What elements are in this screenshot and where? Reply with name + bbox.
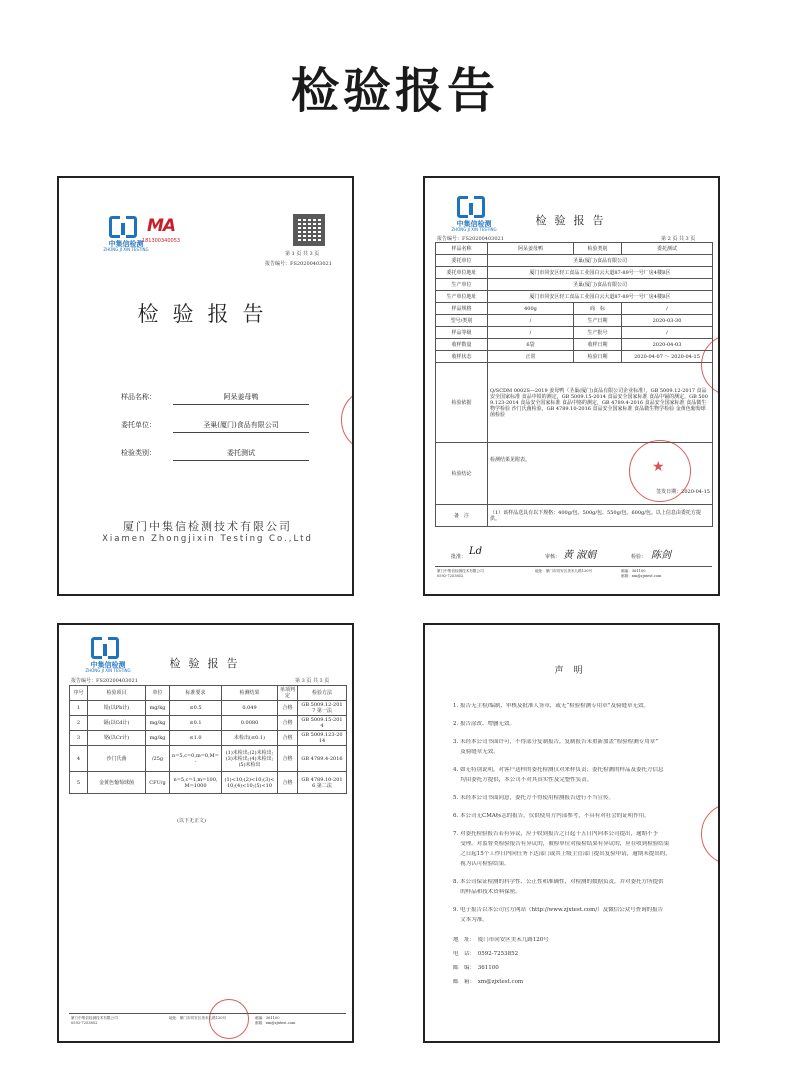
declaration-page: 声明 1. 报告无主检/编制、审核及批准人签章，或无“检验检测专用章”及骑缝章无效。 2. 报告涂改、增删无效。 3. 未经本公司书面许可，不得部分复制报告，复制报告未重新加盖“检验检测专用章” 及骑缝章无效。 4. 如无特别说明，对客户送样的委托检测仅对来样负责；委托检测的样品及委托方信息 均由委托方提供，本公司不对其真实性及完整性负责。 5. 未经本公司书面同意，委托方不得使用检测报告进行不当宣传。 6. 本公司无CMA标志的报告，仅供使用方内部参考，不具有对社会的证明作用。 7. 对委托检验报告若有异议，应于收到报告之日起十五日内向本公司提出，逾期不予 受理。对监督类检验报告有异议的，被检单位对接检结果有异议的，应在收到检验结果 之日起15个工作日内向任务下达部门或其上级主管部门提出复验申请，逾期未提出的， 视为认可检验结果。 8. 本公司保证检测的科学性、公正性和准确性，对检测的数据负责，并对委托方所提供 的样品和技术资料保密。 9. 电子报告以本公司官方网站（http://www.zjxtest.com/）及微信公众号查询的报告 文本为准。 地 址： 厦门市同安区美禾九路120号 电 话： 0592-7253852 邮 编： 361100 邮 箱： xm@zjxtest.com: [423, 623, 720, 1043]
test-results-page: 中集信检测 ZHONG JI XIN TESTING 检验报告 报告编号：FS20200403021 第 3 页 共 3 页 序号 检验项目 单位 标准要求 检测结果 单项判定 检验方法 1 铅(以Pb计) mg/kg ≤0.5 0.049 合格 GB 5009.12-2017 第一法 2 镉(以Cd计) mg/kg ≤0.1 0.0080 合格 GB 5009.15-2014 3 铬(以Cr计) mg/kg ≤1.0 未检出(≤0.1) 合格 GB 5009.123-2014 4 沙门氏菌 /25g n=5,c=0,m=0,M=- (1)未检出;(2)未检出;(3)未检出;(4)未检出;(5)未检出 合格 GB 4789.4-2016 5 金黄色葡萄球菌 CFU/g n=5,c=1,m=100,M=1000 (1)<10;(2)<10;(3)<10;(4)<10;(5)<10 合格 GB 4789.10-2016 第二法 (以下无正文) 厦门中集信检测技术有限公司 0592-7253852 地址：厦门市同安区美禾九路120号 邮编：361100 邮箱：xm@zjxtest.com: [57, 623, 354, 1043]
test-results-table: [69, 685, 347, 794]
page-title: 检验报告: [290, 63, 499, 119]
table-row: 5 金黄色葡萄球菌 CFU/g n=5,c=1,m=100,M=1000 (1)<10;(2)<10;(3)<10;(4)<10;(5)<10 合格 GB 4789.10-2016 第二法: [70, 772, 347, 794]
client-field: 委托单位： 圣巢(厦门)食品有限公司: [121, 418, 321, 432]
report-title: 检验报告: [169, 657, 246, 670]
table-row: 收样状态 正常 检验日期 2020-04-07 ～ 2020-04-15: [436, 351, 713, 363]
end-note: (以下无正文): [177, 818, 206, 824]
page-number: 第 1 页 共 3 页: [285, 251, 320, 257]
company-logo: 中集信检测 ZHONG JI XIN TESTING: [445, 196, 503, 232]
declaration-title: 声明: [554, 666, 593, 676]
red-seal-icon: [701, 803, 720, 865]
company-logo: 中集信检测 ZHONG JI XIN TESTING: [97, 216, 155, 252]
table-row: 3 铬(以Cr计) mg/kg ≤1.0 未检出(≤0.1) 合格 GB 5009.123-2014: [70, 731, 347, 746]
table-row: 生产单位 圣巢(厦门)食品有限公司: [436, 279, 713, 291]
company-logo: 中集信检测 ZHONG JI XIN TESTING: [79, 637, 137, 673]
contact-address: 地 址： 厦门市同安区美禾九路120号: [453, 937, 549, 943]
contact-email: 邮 箱： xm@zjxtest.com: [453, 979, 524, 985]
page-number: 第 2 页 共 3 页: [661, 236, 696, 242]
table-row: 备 注 （1）该样品送具有以下规格：400g/包、500g/包、550g/包、600g/包。以上信息由委托方提供。: [436, 505, 713, 527]
page-number: 第 3 页 共 3 页: [295, 678, 330, 684]
report-number: 报告编号：FS20200403021: [265, 261, 332, 267]
qr-code-icon: [293, 214, 325, 246]
table-row: 型号/类别 / 生产日期 2020-03-30: [436, 315, 713, 327]
report-info-page: 中集信检测 ZHONG JI XIN TESTING 检验报告 报告编号：FS20200403021 第 2 页 共 3 页 样品名称 阿呆姜母鸭 检验类别 委托测试 委托单位 圣巢(厦门)食品有限公司 委托单位地址 厦门市同安区轻工食品工业园白云大道87-89号一号厂房4楼B区 生产单位 圣巢(厦门)食品有限公司 生产单位地址 厦门市同安区轻工食品工业园白云大道87-89号一号厂房4楼B区 样品规格 400g 商 标 / 型号/类别 / 生产日期 2020-03-30 样品等级 / 生产批号 / 收样数量 6袋 收样日期 2020-04-03 收样状态 正常 检验日期 2020-04-07 ～ 2020-04-15 检验依据 Q/SCDM 0002S—2019 姜母鸭（圣巢(厦门)食品有限公司企业标准），GB 5009.12-2017 食品安全国家标准 食品中铅的测定，GB 5009.15-2014 食品安全国家标准 食品中镉的测定，GB 5009.123-2014 食品安全国家标准 食品中铬的测定，GB 4789.4-2016 食品安全国家标准 食品微生物学检验 沙门氏菌检验，GB 4789.10-2016 食品安全国家标准 食品微生物学检验 金黄色葡萄球菌检验 检验结论 检测结果见附表。 签发日期：2020-04-15 备 注 （1）该样品送具有以下规格：400g/包、500g/包、550g/包、600g/包。以上信息由委托方提供。 ★ 批准： Ld 审核： 黄 淑娟 检验： 陈剑 厦门中集信检测技术有限公司 0592-7253852 地址：厦门市同安区美禾九路120号 邮编：361100 邮箱：xm@zjxtest.com: [423, 176, 720, 596]
inspection-type-field: 检验类别： 委托测试: [121, 446, 321, 460]
table-row: 2 镉(以Cd计) mg/kg ≤0.1 0.0080 合格 GB 5009.15-2014: [70, 716, 347, 731]
table-row: 收样数量 6袋 收样日期 2020-04-03: [436, 339, 713, 351]
table-row: 样品等级 / 生产批号 /: [436, 327, 713, 339]
red-seal-icon: [341, 388, 354, 452]
report-number: 报告编号：FS20200403021: [437, 236, 504, 242]
table-row: 样品规格 400g 商 标 /: [436, 303, 713, 315]
company-name: 厦门中集信检测技术有限公司: [123, 520, 292, 533]
inspector-signature: 陈剑: [651, 550, 671, 561]
table-row: 委托单位 圣巢(厦门)食品有限公司: [436, 255, 713, 267]
table-row: 1 铅(以Pb计) mg/kg ≤0.5 0.049 合格 GB 5009.12-2017 第一法: [70, 701, 347, 716]
table-row: 检验结论 检测结果见附表。 签发日期：2020-04-15: [436, 443, 713, 505]
company-name-en: Xiamen Zhongjixin Testing Co.,Ltd: [102, 534, 313, 544]
contact-phone: 电 话： 0592-7253852: [453, 951, 519, 957]
logo-mark-icon: [109, 216, 137, 238]
sample-name-field: 样品名称： 阿呆姜母鸭: [121, 390, 321, 404]
report-cover-page: [57, 176, 354, 596]
table-row: 检验依据 Q/SCDM 0002S—2019 姜母鸭（圣巢(厦门)食品有限公司企业标准），GB 5009.12-2017 食品安全国家标准 食品中铅的测定，GB 5009.15-2014 食品安全国家标准 食品中镉的测定，GB 5009.123-2014 食品安全国家标准 食品中铬的测定，GB 4789.4-2016 食品安全国家标准 食品微生物学检验 沙门氏菌检验，GB 4789.10-2016 食品安全国家标准 食品微生物学检验 金黄色葡萄球菌检验: [436, 363, 713, 443]
table-row: 4 沙门氏菌 /25g n=5,c=0,m=0,M=- (1)未检出;(2)未检出;(3)未检出;(4)未检出;(5)未检出 合格 GB 4789.4-2016: [70, 746, 347, 772]
table-row: 样品名称 阿呆姜母鸭 检验类别 委托测试: [436, 243, 713, 255]
table-row: 委托单位地址 厦门市同安区轻工食品工业园白云大道87-89号一号厂房4楼B区: [436, 267, 713, 279]
table-row: 生产单位地址 厦门市同安区轻工食品工业园白云大道87-89号一号厂房4楼B区: [436, 291, 713, 303]
report-title: 检验报告: [535, 214, 612, 227]
inspection-seal-icon: ★: [629, 440, 691, 502]
cover-title: 检验报告: [137, 302, 278, 326]
cma-mark: MA 181300340053: [141, 216, 181, 244]
reviewer-signature: 黄 淑娟: [563, 550, 597, 561]
report-number: 报告编号：FS20200403021: [71, 678, 138, 684]
approver-signature: Ld: [469, 546, 483, 557]
table-header-row: 序号 检验项目 单位 标准要求 检测结果 单项判定 检验方法: [70, 686, 347, 701]
contact-postcode: 邮 编： 361100: [453, 965, 499, 971]
